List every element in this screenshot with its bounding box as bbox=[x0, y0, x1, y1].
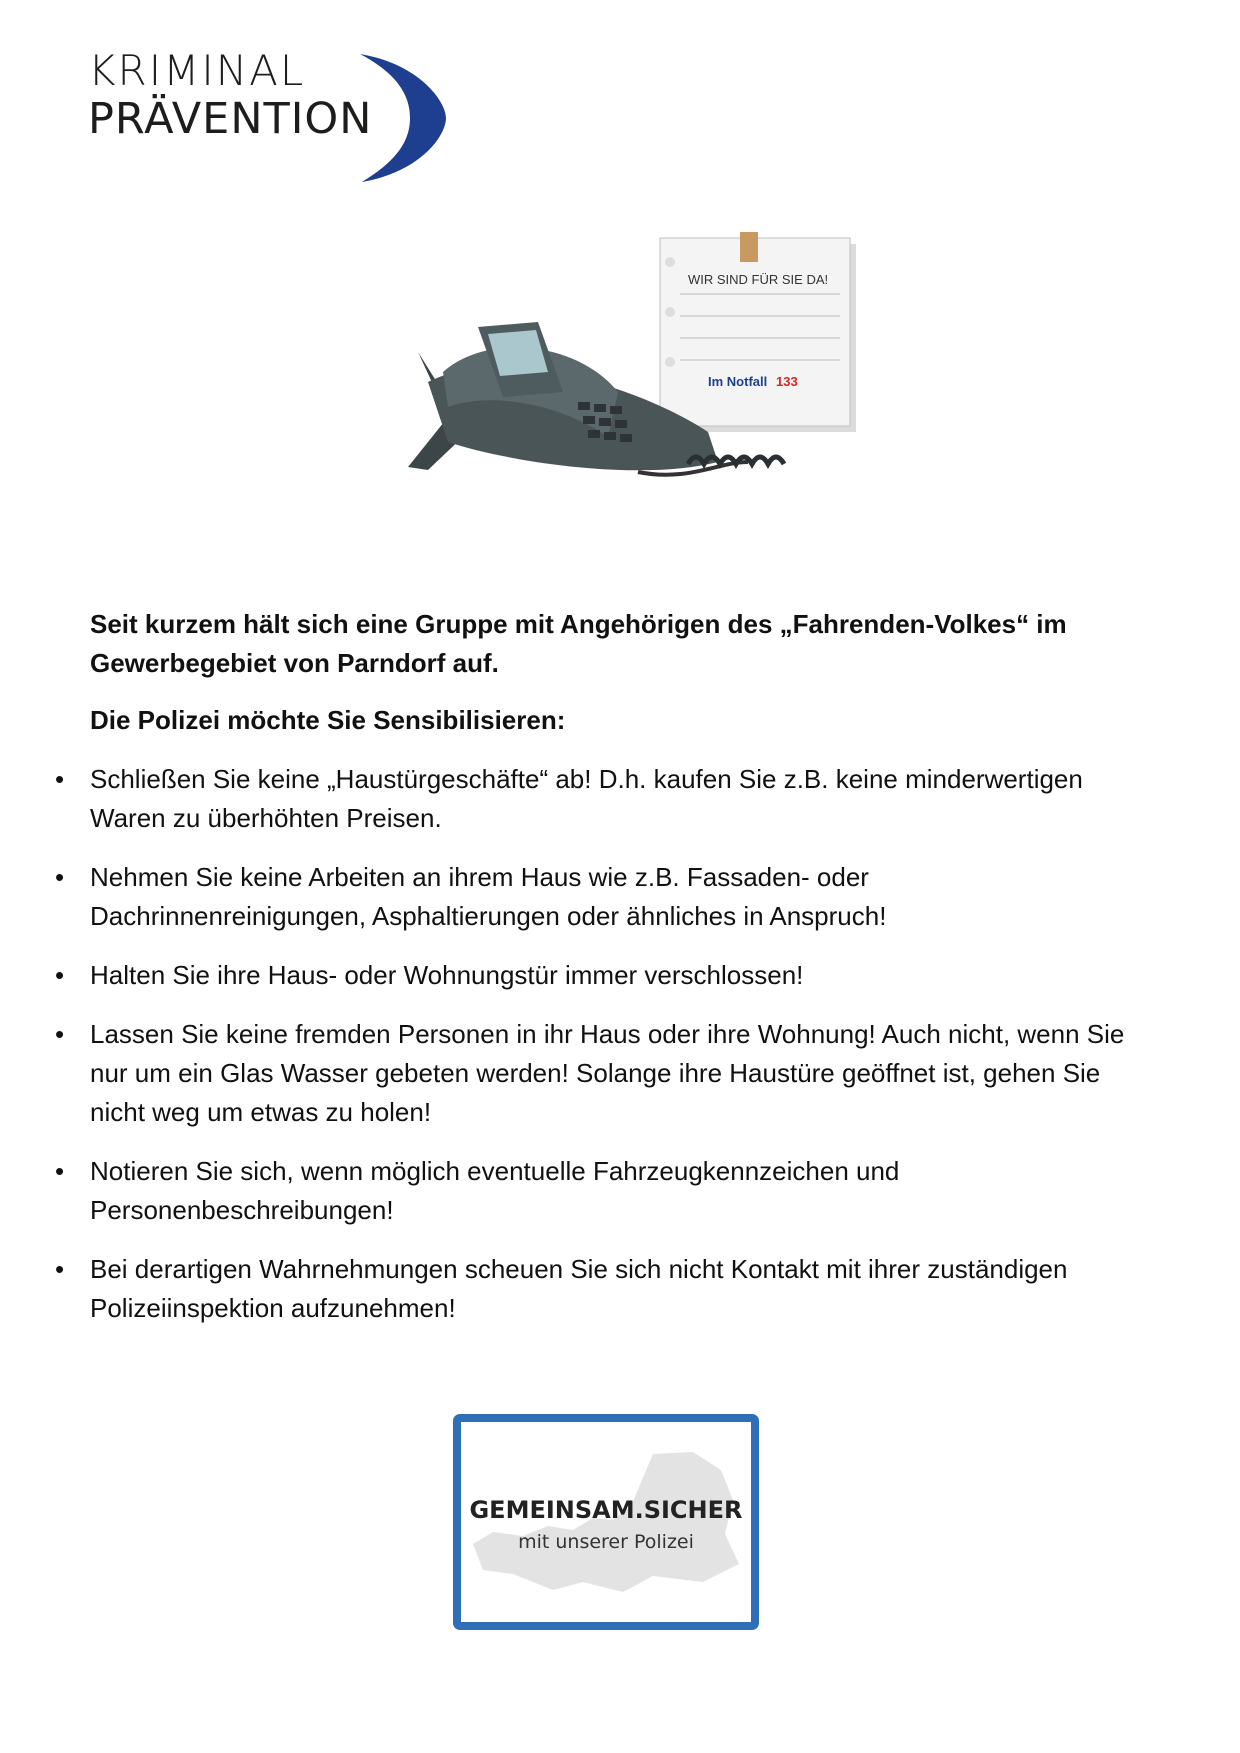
note-paper bbox=[660, 232, 856, 432]
list-item-text: Schließen Sie keine „Haustürgeschäfte“ ab! D.h. kaufen Sie z.B. keine minderwertigen Waren zu überhöhten Preisen. bbox=[90, 764, 1083, 833]
logo-line-praevention: PRÄVENTION bbox=[88, 94, 373, 144]
intro-paragraph: Seit kurzem hält sich eine Gruppe mit Angehörigen des „Fahrenden-Volkes“ im Gewerbegebiet von Parndorf auf. bbox=[90, 609, 1067, 678]
note-emergency-number: 133 bbox=[776, 374, 798, 389]
list-item bbox=[55, 1152, 1150, 1230]
list-item bbox=[55, 956, 1150, 995]
list-item-text: Nehmen Sie keine Arbeiten an ihrem Haus wie z.B. Fassaden- oder Dachrinnenreinigungen, Asphaltierungen oder ähnliches in Anspruch! bbox=[90, 862, 887, 931]
note-emergency-label: Im Notfall bbox=[708, 374, 768, 389]
list-item-text: Halten Sie ihre Haus- oder Wohnungstür immer verschlossen! bbox=[90, 960, 804, 990]
bullet-icon: • bbox=[55, 1156, 65, 1186]
bullet-icon: • bbox=[55, 960, 65, 990]
list-item bbox=[55, 760, 1150, 838]
list-item bbox=[55, 1015, 1150, 1132]
tips-list bbox=[55, 760, 1135, 1328]
gemeinsam-sicher-badge bbox=[453, 1414, 759, 1630]
kriminalpraevention-logo bbox=[88, 46, 428, 186]
list-item-text: Notieren Sie sich, wenn möglich eventuelle Fahrzeugkennzeichen und Personenbeschreibungen! bbox=[90, 1156, 900, 1225]
subheading: Die Polizei möchte Sie Sensibilisieren: bbox=[90, 705, 566, 735]
bullet-icon: • bbox=[55, 1019, 65, 1049]
note-heading: WIR SIND FÜR SIE DA! bbox=[688, 272, 829, 287]
list-item-text: Lassen Sie keine fremden Personen in ihr Haus oder ihre Wohnung! Auch nicht, wenn Sie nur um ein Glas Wasser gebeten werden! Solange ihre Haustüre geöffnet ist, gehen Sie nicht weg um etwas zu holen! bbox=[90, 1019, 1125, 1127]
telephone-illustration bbox=[388, 232, 858, 532]
logo-arc-icon bbox=[350, 52, 446, 182]
list-item-text: Bei derartigen Wahrnehmungen scheuen Sie sich nicht Kontakt mit ihrer zuständigen Polizeiinspektion aufzunehmen! bbox=[90, 1254, 1068, 1323]
bullet-icon: • bbox=[55, 1254, 65, 1284]
tape-icon bbox=[740, 232, 758, 262]
main-content bbox=[55, 605, 1135, 1348]
list-item bbox=[55, 1250, 1150, 1328]
bullet-icon: • bbox=[55, 862, 65, 892]
logo-line-kriminal: KRIMINAL bbox=[88, 46, 306, 95]
list-item bbox=[55, 858, 1150, 936]
badge-subtitle: mit unserer Polizei bbox=[518, 1531, 694, 1553]
badge-title: GEMEINSAM.SICHER bbox=[469, 1496, 743, 1524]
bullet-icon: • bbox=[55, 764, 65, 794]
